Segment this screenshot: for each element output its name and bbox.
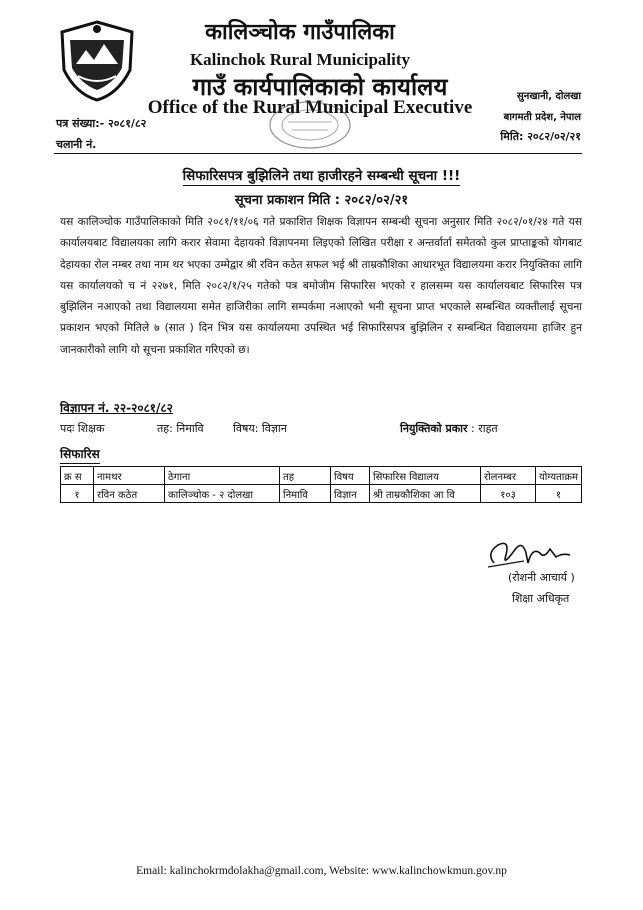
column-header: सिफारिस विद्यालय — [370, 467, 481, 485]
table-cell: निमावि — [280, 485, 331, 503]
column-header: नामथर — [94, 467, 165, 485]
municipality-name-nepali: कालिञ्चोक गाउँपालिका — [205, 20, 395, 45]
appointment-type — [400, 421, 498, 436]
footer-contact: Email: kalinchokrmdolakha@gmail.com, Website: www.kalinchowkmun.gov.np — [136, 865, 507, 877]
address-line-1: सुनखानी, दोलखा — [517, 91, 581, 102]
letter-number: पत्र संख्या:- २०८१/८२ — [56, 117, 147, 130]
subject-field: विषय: विज्ञान — [233, 422, 287, 435]
post-field: पदः शिक्षक — [60, 422, 105, 435]
table-cell: १ — [61, 485, 94, 503]
column-header: विषय — [331, 467, 370, 485]
notice-subject — [0, 166, 643, 184]
level-field: तह: निमावि — [157, 422, 204, 435]
table-cell: रविन कठेत — [94, 485, 165, 503]
column-header: ठेगाना — [165, 467, 280, 485]
office-stamp-icon — [268, 100, 352, 150]
column-header: योग्यताक्रम — [536, 467, 582, 485]
appointment-type-label: नियुक्तिको प्रकार — [400, 422, 468, 435]
table-cell: विज्ञान — [331, 485, 370, 503]
column-header: क्र स — [61, 467, 94, 485]
column-header: तह — [280, 467, 331, 485]
header-date: मिति: २०८२/०२/२१ — [500, 130, 581, 143]
office-name-nepali: गाउँ कार्यपालिकाको कार्यालय — [192, 73, 448, 101]
office-name-english: Office of the Rural Municipal Executive — [147, 97, 473, 118]
appointment-type-value: : राहत — [471, 422, 498, 435]
column-header: रोलनम्बर — [481, 467, 536, 485]
header-divider — [54, 153, 582, 154]
table-row — [61, 485, 582, 503]
recommendation-heading: सिफारिस — [60, 445, 100, 464]
table-header-row — [61, 467, 582, 485]
signer-title: शिक्षा अधिकृत — [512, 592, 570, 605]
municipality-name-english: Kalinchok Rural Municipality — [189, 50, 411, 69]
notice-subject-text: सिफारिसपत्र बुझिलिने तथा हाजीरहने सम्बन्धी सूचना !!! — [182, 168, 461, 184]
table-cell: १ — [536, 485, 582, 503]
signer-name: (रोशनी आचार्य ) — [508, 571, 575, 584]
address-line-2: बागमती प्रदेश, नेपाल — [503, 112, 581, 123]
notice-body: यस कालिञ्चोक गाउँपालिकाको मिति २०८१/११/०६ गते प्रकाशित शिक्षक विज्ञापन सम्बन्धी सूचना अनुसार मिति २०८२/०१/२४ गते यस कार्यालयबाट विद्यालयका लागि करार सेवामा देहायको विज्ञापनमा लिइएको लिखित परीक्षा र अन्तर्वार्ता समेतको कुल प्राप्ताङ्कको योगबाट देहायका रोल नम्बर तथा नाम थर भएका उम्मेद्वार श्री रविन कठेत सफल भई श्री ताम्रकौशिका आधारभूत विद्यालयमा करार नियुक्तिका लागि यस कार्यालयको च नं २२७१, मिति २०८२/१/२५ गतेको पत्र बमोजीम सिफारिस भएको र हालसम्म यस कार्यालयबाट सिफारिस पत्र बुझिलिन नआएको तथा विद्यालयमा समेत हाजिरीका लागि सम्पर्कमा नआएको भनी सूचना प्राप्त भएकाले सम्बन्धित व्यक्तीलाई सूचना प्रकाशन भएको मितिले ७ (सात ) दिन भित्र यस कार्यालयमा उपस्थित भई सिफारिसपत्र बुझिलिन र सम्बन्धित विद्यालयमा हाजिर हुन जानकारीको लागि यो सूचना प्रकाशित गरिएको छ। — [60, 216, 582, 356]
table-cell: श्री ताम्रकौशिका आ वि — [370, 485, 481, 503]
recommendation-table — [60, 466, 582, 503]
signature-icon — [484, 533, 572, 573]
table-cell: १०३ — [481, 485, 536, 503]
publication-date: सूचना प्रकाशन मिति : २०८२/०२/२१ — [234, 193, 409, 208]
advertisement-number: विज्ञापन नं. २२-२०८१/८२ — [60, 401, 173, 415]
table-cell: कालिञ्चोक - २ दोलखा — [165, 485, 280, 503]
dispatch-number: चलानी नं. — [56, 138, 97, 151]
